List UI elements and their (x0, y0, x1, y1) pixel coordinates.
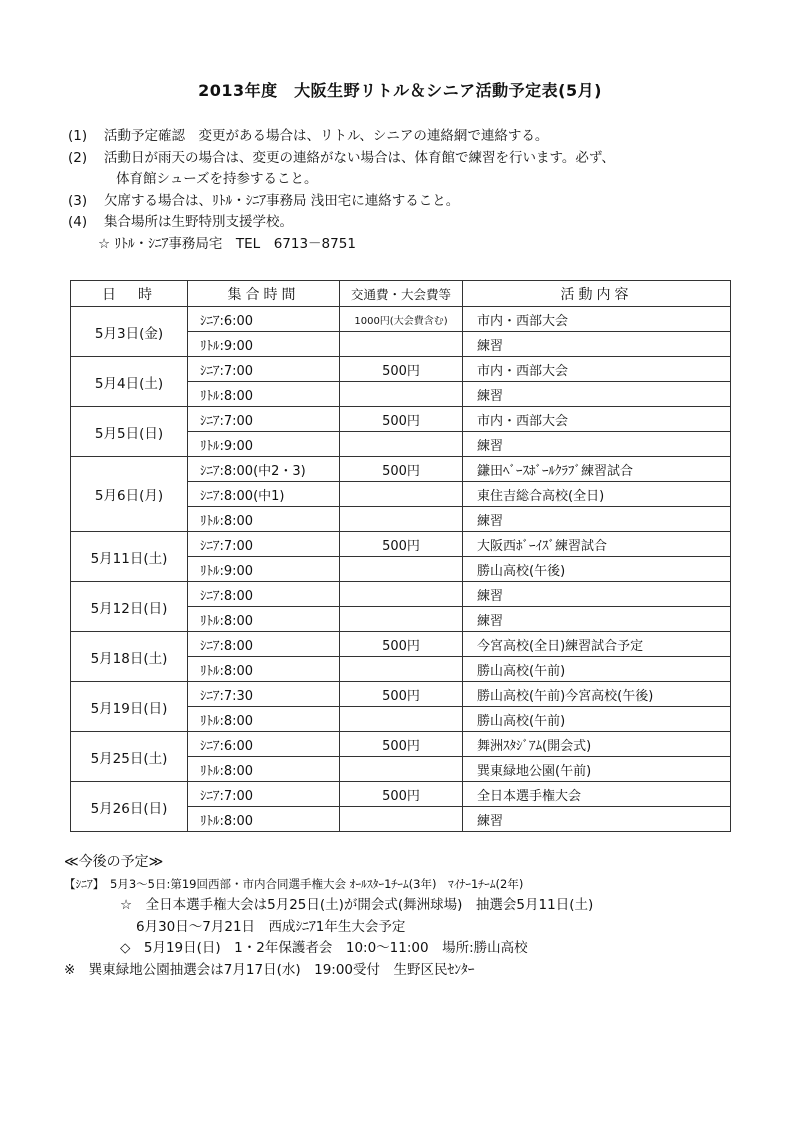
fee-cell (340, 482, 463, 507)
date-cell: 5月6日(月) (71, 457, 188, 532)
table-row (71, 532, 731, 557)
time-cell: ｼﾆｱ:7:30 (188, 682, 340, 707)
date-cell: 5月4日(土) (71, 357, 188, 407)
activity-cell: 練習 (463, 507, 731, 532)
future-line: ☆ 全日本選手権大会は5月25日(土)が開会式(舞洲球場) 抽選会5月11日(土) (120, 897, 594, 913)
activity-cell: 練習 (463, 807, 731, 832)
note-4 (68, 212, 768, 234)
activity-cell: 練習 (463, 607, 731, 632)
activity-cell: 勝山高校(午前) (463, 657, 731, 682)
table-row (71, 782, 731, 807)
date-cell: 5月12日(日) (71, 582, 188, 632)
activity-cell: 練習 (463, 332, 731, 357)
note-number: (3) (68, 192, 88, 209)
note-2-continued (68, 169, 768, 191)
note-text: 活動日が雨天の場合は、変更の連絡がない場合は、体育館で練習を行います。必ず、 (104, 149, 615, 166)
fee-cell (340, 707, 463, 732)
fee-cell: 500円 (340, 407, 463, 432)
time-cell: ﾘﾄﾙ:8:00 (188, 507, 340, 532)
future-plans (64, 852, 784, 981)
fee-cell: 500円 (340, 682, 463, 707)
contact-line: ☆ ﾘﾄﾙ・ｼﾆｱ事務局宅 TEL 6713－8751 (98, 235, 356, 252)
fee-cell: 500円 (340, 357, 463, 382)
fee-cell (340, 332, 463, 357)
note-text: 集合場所は生野特別支援学校。 (104, 214, 293, 230)
activity-cell: 市内・西部大会 (463, 357, 731, 382)
activity-cell: 今宮高校(全日)練習試合予定 (463, 632, 731, 657)
header-fee: 交通費・大会費等 (340, 281, 463, 307)
activity-cell: 勝山高校(午後) (463, 557, 731, 582)
date-cell: 5月19日(日) (71, 682, 188, 732)
table-row (71, 682, 731, 707)
date-cell: 5月26日(日) (71, 782, 188, 832)
activity-cell: 勝山高校(午前) (463, 707, 731, 732)
table-row (71, 307, 731, 332)
activity-cell: 巽東緑地公園(午前) (463, 757, 731, 782)
future-line: 【ｼﾆｱ】 5月3～5日:第19回西部・市内合同選手権大会 ｵｰﾙｽﾀｰ1ﾁｰﾑ(3年) ﾏｲﾅｰ1ﾁｰﾑ(2年) (64, 876, 524, 891)
date-cell: 5月11日(土) (71, 532, 188, 582)
activity-cell: 全日本選手権大会 (463, 782, 731, 807)
activity-cell: 練習 (463, 432, 731, 457)
note-number: (4) (68, 214, 88, 230)
time-cell: ﾘﾄﾙ:9:00 (188, 557, 340, 582)
activity-cell: 市内・西部大会 (463, 407, 731, 432)
activity-cell: 舞洲ｽﾀｼﾞｱﾑ(開会式) (463, 732, 731, 757)
time-cell: ｼﾆｱ:7:00 (188, 357, 340, 382)
time-cell: ｼﾆｱ:8:00 (188, 582, 340, 607)
table-row (71, 457, 731, 482)
future-line: ※ 巽東緑地公園抽選会は7月17日(水) 19:00受付 生野区民ｾﾝﾀｰ (64, 961, 475, 978)
time-cell: ｼﾆｱ:6:00 (188, 307, 340, 332)
time-cell: ｼﾆｱ:7:00 (188, 532, 340, 557)
time-cell: ﾘﾄﾙ:8:00 (188, 757, 340, 782)
time-cell: ｼﾆｱ:8:00 (188, 632, 340, 657)
activity-cell: 東住吉総合高校(全日) (463, 482, 731, 507)
note-1 (68, 126, 768, 148)
table-row (71, 357, 731, 382)
time-cell: ｼﾆｱ:6:00 (188, 732, 340, 757)
note-3 (68, 191, 768, 213)
time-cell: ﾘﾄﾙ:9:00 (188, 332, 340, 357)
header-time: 集合時間 (188, 281, 340, 307)
table-row (71, 407, 731, 432)
fee-cell (340, 382, 463, 407)
activity-cell: 勝山高校(午前)今宮高校(午後) (463, 682, 731, 707)
fee-cell: 500円 (340, 457, 463, 482)
fee-cell: 500円 (340, 782, 463, 807)
fee-cell: 500円 (340, 732, 463, 757)
date-cell: 5月25日(土) (71, 732, 188, 782)
table-row (71, 732, 731, 757)
fee-cell (340, 757, 463, 782)
table-row (71, 632, 731, 657)
fee-cell (340, 657, 463, 682)
future-line: ◇ 5月19日(日) 1・2年保護者会 10:0～11:00 場所:勝山高校 (120, 940, 528, 956)
activity-cell: 鎌田ﾍﾞｰｽﾎﾞｰﾙｸﾗﾌﾞ練習試合 (463, 457, 731, 482)
document-title: 2013年度 大阪生野リトル＆シニア活動予定表(5月) (198, 81, 602, 100)
schedule-body (71, 307, 731, 832)
time-cell: ﾘﾄﾙ:8:00 (188, 707, 340, 732)
note-2 (68, 148, 768, 170)
date-cell: 5月18日(土) (71, 632, 188, 682)
table-row (71, 582, 731, 607)
note-text: 欠席する場合は、ﾘﾄﾙ・ｼﾆｱ事務局 浅田宅に連絡すること。 (104, 192, 460, 209)
fee-cell: 500円 (340, 632, 463, 657)
fee-cell (340, 607, 463, 632)
time-cell: ﾘﾄﾙ:9:00 (188, 432, 340, 457)
fee-cell (340, 582, 463, 607)
date-cell: 5月3日(金) (71, 307, 188, 357)
time-cell: ｼﾆｱ:8:00(中1) (188, 482, 340, 507)
fee-cell: 1000円(大会費含む) (340, 307, 463, 332)
time-cell: ｼﾆｱ:7:00 (188, 407, 340, 432)
note-text: 体育館シューズを持参すること。 (116, 171, 318, 187)
activity-cell: 市内・西部大会 (463, 307, 731, 332)
header-activity: 活動内容 (463, 281, 731, 307)
note-text: 活動予定確認 変更がある場合は、リトル、シニアの連絡網で連絡する。 (104, 128, 549, 144)
fee-cell: 500円 (340, 532, 463, 557)
schedule-table (70, 280, 731, 832)
fee-cell (340, 807, 463, 832)
date-cell: 5月5日(日) (71, 407, 188, 457)
time-cell: ｼﾆｱ:8:00(中2・3) (188, 457, 340, 482)
instructions-list (68, 126, 768, 255)
header-date: 日 時 (71, 281, 188, 307)
activity-cell: 練習 (463, 382, 731, 407)
note-number: (2) (68, 149, 88, 166)
time-cell: ﾘﾄﾙ:8:00 (188, 657, 340, 682)
future-heading: ≪今後の予定≫ (64, 854, 164, 870)
note-number: (1) (68, 128, 88, 144)
time-cell: ﾘﾄﾙ:8:00 (188, 382, 340, 407)
table-header-row (71, 281, 731, 307)
fee-cell (340, 557, 463, 582)
future-line: 6月30日～7月21日 西成ｼﾆｱ1年生大会予定 (136, 918, 406, 935)
time-cell: ｼﾆｱ:7:00 (188, 782, 340, 807)
fee-cell (340, 507, 463, 532)
activity-cell: 練習 (463, 582, 731, 607)
time-cell: ﾘﾄﾙ:8:00 (188, 807, 340, 832)
time-cell: ﾘﾄﾙ:8:00 (188, 607, 340, 632)
activity-cell: 大阪西ﾎﾞｰｲｽﾞ練習試合 (463, 532, 731, 557)
fee-cell (340, 432, 463, 457)
